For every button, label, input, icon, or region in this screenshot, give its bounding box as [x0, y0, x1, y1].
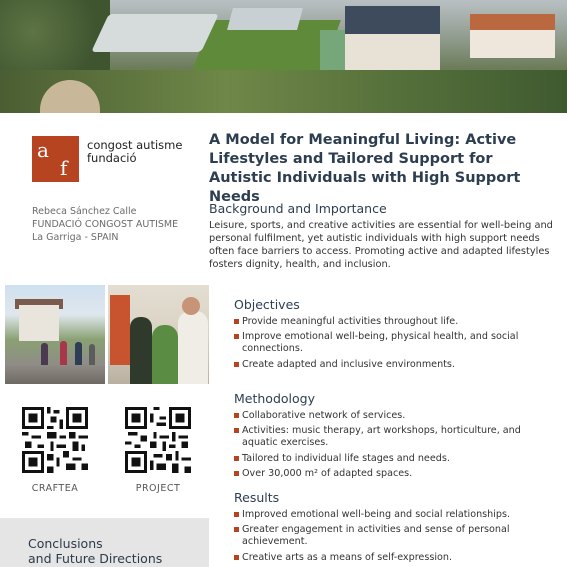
conclusions-heading-line2: and Future Directions: [28, 551, 163, 566]
author-org: FUNDACIÓ CONGOST AUTISME: [32, 219, 179, 230]
foundation-name-line2: fundació: [87, 151, 137, 165]
list-item: Collaborative network of services.: [234, 410, 554, 422]
foundation-name-line1: congost autisme: [87, 138, 183, 152]
background-heading: Background and Importance: [209, 201, 387, 216]
qr-code-craftea[interactable]: [22, 407, 88, 473]
list-item: Create adapted and inclusive environments.: [234, 359, 554, 371]
methodology-section: [234, 391, 554, 483]
qr-code-project[interactable]: [125, 407, 191, 473]
objectives-section: [234, 297, 554, 374]
conclusions-panel: [0, 518, 209, 567]
poster-title: A Model for Meaningful Living: Active Lifestyles and Tailored Support for Autistic Individuals with High Support Needs: [209, 132, 521, 205]
results-section: [234, 490, 554, 567]
qr-label-project: PROJECT: [135, 483, 181, 494]
list-item: Over 30,000 m² of adapted spaces.: [234, 468, 554, 480]
list-item: Improved emotional well-being and social relationships.: [234, 509, 554, 521]
objectives-heading: Objectives: [234, 297, 300, 312]
list-item: Improve emotional well-being, physical health, and social connections.: [234, 331, 554, 355]
bullet-square-icon: [234, 512, 239, 517]
photo-group-walking: [5, 285, 105, 384]
logo-letter-a: a: [37, 138, 49, 162]
bullet-square-icon: [234, 413, 239, 418]
bullet-square-icon: [234, 527, 239, 532]
bullet-square-icon: [234, 555, 239, 560]
list-item: Creative arts as a means of self-expression.: [234, 552, 554, 564]
results-heading: Results: [234, 490, 280, 505]
list-item: Tailored to individual life stages and needs.: [234, 453, 554, 465]
bullet-square-icon: [234, 471, 239, 476]
background-text: Leisure, sports, and creative activities are essential for well-being and personal fulfilment, yet autistic individuals with high support needs often face barriers to access. Promoting active and adapted lifestyles fosters dignity, health, and inclusion.: [209, 220, 553, 270]
conclusions-heading: [28, 536, 162, 566]
right-column: [209, 113, 567, 567]
list-item: Provide meaningful activities throughout life.: [234, 316, 554, 328]
author-block: [32, 205, 178, 244]
qr-label-craftea: CRAFTEA: [31, 483, 79, 494]
author-name: Rebeca Sánchez Calle: [32, 206, 137, 217]
foundation-logo: [32, 136, 79, 182]
conclusions-heading-line1: Conclusions: [28, 536, 103, 551]
bullet-square-icon: [234, 362, 239, 367]
list-item: Activities: music therapy, art workshops, horticulture, and aquatic exercises.: [234, 425, 554, 449]
bullet-square-icon: [234, 334, 239, 339]
header-aerial-photo: [0, 0, 567, 113]
logo-letter-f: f: [60, 156, 68, 180]
methodology-heading: Methodology: [234, 391, 315, 406]
list-item: Greater engagement in activities and sense of personal achievement.: [234, 524, 554, 548]
photo-workshop-activity: [108, 285, 209, 384]
bullet-square-icon: [234, 456, 239, 461]
bullet-square-icon: [234, 319, 239, 324]
bullet-square-icon: [234, 428, 239, 433]
foundation-name: [87, 139, 182, 165]
left-column: [0, 113, 209, 567]
author-location: La Garriga - SPAIN: [32, 232, 119, 243]
